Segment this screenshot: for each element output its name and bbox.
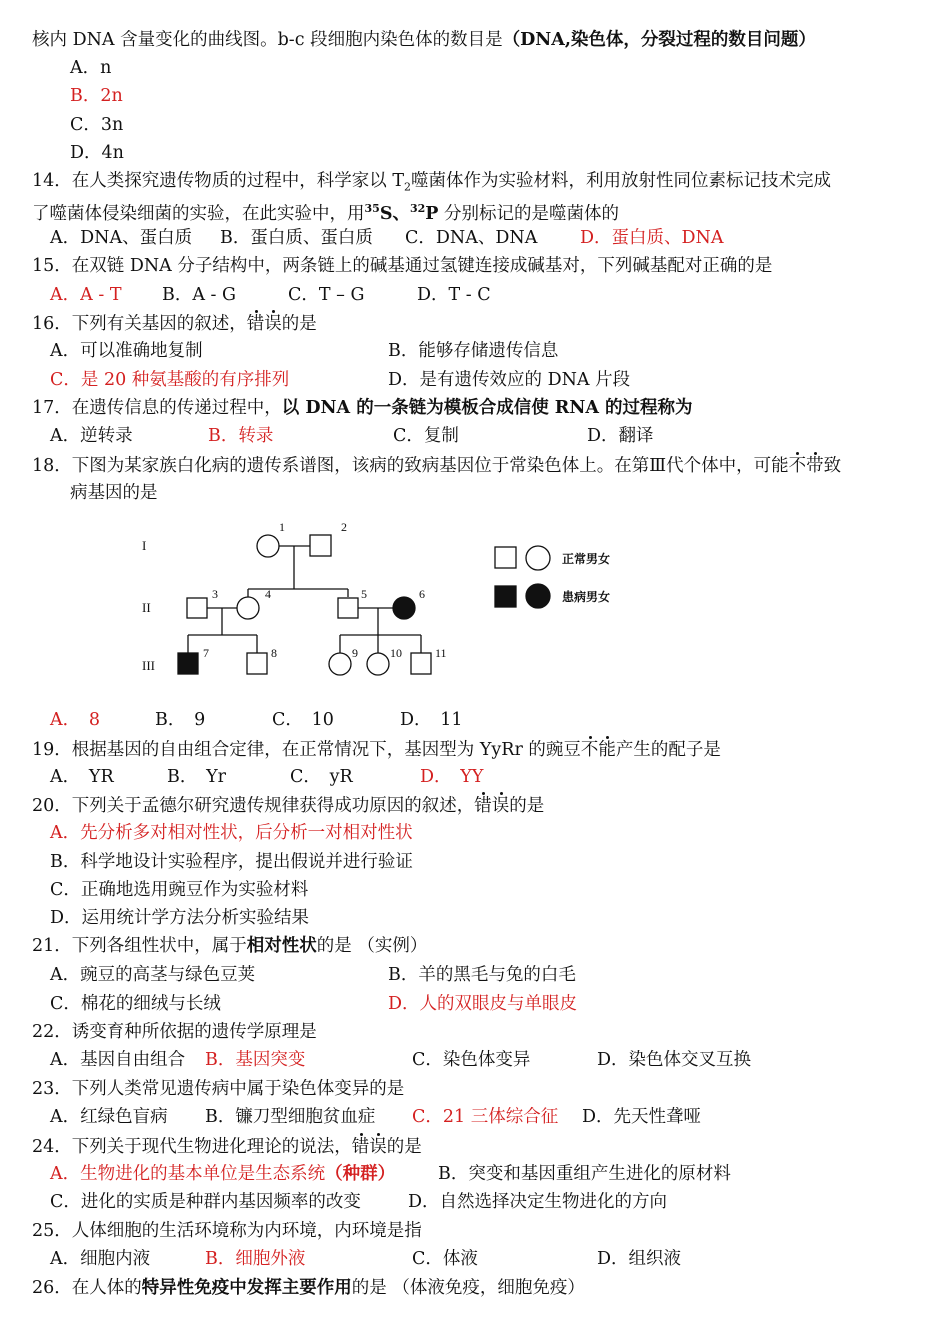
pedigree-chart (128, 512, 458, 684)
q17-option-b: B．转录 (208, 426, 274, 446)
individual-number: 8 (271, 646, 277, 660)
q23-option-c: C．21 三体综合征 (412, 1107, 559, 1127)
generation-label: I (142, 538, 147, 553)
q20-stem: 20．下列关于孟德尔研究遗传规律获得成功原因的叙述，错误的是 (32, 796, 545, 816)
individual-5 (338, 598, 358, 618)
q23-option-d: D．先天性聋哑 (582, 1107, 702, 1127)
q21-option-d: D．人的双眼皮与单眼皮 (388, 994, 578, 1014)
q14-option-b: B．蛋白质、蛋白质 (220, 228, 373, 248)
q16-option-d: D．是有遗传效应的 DNA 片段 (388, 370, 631, 390)
affected-female-symbol (526, 584, 550, 608)
individual-number: 1 (279, 520, 285, 534)
generation-label: II (142, 600, 151, 615)
q25-option-d: D．组织液 (597, 1249, 682, 1269)
q20-option-a: A．先分析多对相对性状，后分析一对相对性状 (50, 823, 413, 843)
q19-option-c: C． yR (290, 767, 353, 787)
q19-stem: 19．根据基因的自由组合定律，在正常情况下，基因型为 YyRr 的豌豆不能产生的配子是 (32, 740, 721, 760)
q21-option-c: C．棉花的细绒与长绒 (50, 994, 221, 1014)
q14-option-d: D．蛋白质、DNA (580, 228, 724, 248)
individual-1 (257, 535, 279, 557)
q24-option-a: A．生物进化的基本单位是生态系统（种群） (50, 1164, 396, 1184)
q19-option-a: A． YR (50, 767, 114, 787)
q17-option-c: C．复制 (393, 426, 459, 446)
intro-note: （DNA,染色体，分裂过程的数目问题） (502, 30, 816, 50)
pedigree-legend (490, 540, 640, 618)
affected-male-symbol (495, 586, 516, 607)
q18-option-c: C． 10 (272, 710, 334, 730)
q18-stem: 18．下图为某家族白化病的遗传系谱图，该病的致病基因位于常染色体上。在第Ⅲ代个体中，可能不带致 (32, 456, 842, 476)
legend-affected-label: 患病男女 (562, 590, 611, 604)
individual-number: 7 (203, 646, 209, 660)
individual-11 (411, 653, 431, 674)
individual-number: 11 (435, 646, 447, 660)
individual-number: 5 (361, 587, 367, 601)
individual-number: 10 (390, 646, 402, 660)
legend-normal-label: 正常男女 (562, 552, 611, 566)
q20-option-d: D．运用统计学方法分析实验结果 (50, 908, 310, 928)
q22-option-c: C．染色体变异 (412, 1050, 531, 1070)
q17-stem: 17．在遗传信息的传递过程中，以 DNA 的一条链为模板合成信使 RNA 的过程称为 (32, 398, 693, 418)
individual-number: 3 (212, 587, 218, 601)
q23-option-a: A．红绿色盲病 (50, 1107, 168, 1127)
q15-stem: 15．在双链 DNA 分子结构中，两条链上的碱基通过氢键连接成碱基对，下列碱基配对正确的是 (32, 256, 773, 276)
q24-option-d: D．自然选择决定生物进化的方向 (408, 1192, 668, 1212)
q16-option-a: A．可以准确地复制 (50, 341, 203, 361)
q26-stem: 26．在人体的特异性免疫中发挥主要作用的是 （体液免疫，细胞免疫） (32, 1278, 585, 1298)
individual-number: 2 (341, 520, 347, 534)
individual-9 (329, 653, 351, 675)
q16-option-c: C．是 20 种氨基酸的有序排列 (50, 370, 290, 390)
q16-stem: 16．下列有关基因的叙述，错误的是 (32, 314, 317, 334)
q24-option-b: B．突变和基因重组产生进化的原材料 (438, 1164, 731, 1184)
q23-stem: 23．下列人类常见遗传病中属于染色体变异的是 (32, 1079, 405, 1099)
q17-option-a: A．逆转录 (50, 426, 133, 446)
q22-option-a: A．基因自由组合 (50, 1050, 186, 1070)
individual-number: 4 (265, 587, 271, 601)
intro-question: 核内 DNA 含量变化的曲线图。b-c 段细胞内染色体的数目是（DNA,染色体，分裂过程的数目问题） (32, 30, 816, 50)
q23-option-b: B．镰刀型细胞贫血症 (205, 1107, 376, 1127)
individual-4 (237, 597, 259, 619)
q21-stem: 21．下列各组性状中，属于相对性状的是 （实例） (32, 936, 428, 956)
intro-option-a: A．n (70, 58, 112, 78)
q19-option-d: D． YY (420, 767, 484, 787)
individual-8 (247, 653, 267, 674)
individual-10 (367, 653, 389, 675)
q16-option-b: B．能够存储遗传信息 (388, 341, 559, 361)
q25-option-a: A．细胞内液 (50, 1249, 151, 1269)
generation-label: III (142, 658, 155, 673)
q19-option-b: B． Yr (167, 767, 227, 787)
q20-option-b: B．科学地设计实验程序，提出假说并进行验证 (50, 852, 413, 872)
q14-stem-line2: 了噬菌体侵染细菌的实验，在此实验中，用$^{35}$S、$^{32}$P 分别标记的是噬菌体的 (32, 202, 620, 224)
q14-stem: 14．在人类探究遗传物质的过程中，科学家以 $T_2$噬菌体作为实验材料，利用放射性同位素标记技术完成 (32, 171, 832, 194)
intro-option-d: D．4n (70, 143, 124, 163)
individual-2 (310, 535, 331, 556)
individual-3 (187, 598, 207, 618)
q18-option-d: D． 11 (400, 710, 463, 730)
q17-option-d: D．翻译 (587, 426, 654, 446)
q21-option-a: A．豌豆的高茎与绿色豆荚 (50, 965, 256, 985)
q18-stem-line2: 病基因的是 (70, 483, 158, 503)
q25-option-c: C．体液 (412, 1249, 478, 1269)
q15-option-a: A．A - T (50, 285, 122, 305)
individual-6 (393, 597, 415, 619)
q22-option-d: D．染色体交叉互换 (597, 1050, 752, 1070)
q25-option-b: B．细胞外液 (205, 1249, 306, 1269)
q22-option-b: B．基因突变 (205, 1050, 306, 1070)
q15-option-c: C．T – G (288, 285, 365, 305)
q15-option-b: B．A - G (162, 285, 237, 305)
individual-7 (178, 653, 198, 674)
normal-male-symbol (495, 547, 516, 568)
normal-female-symbol (526, 546, 550, 570)
q14-option-c: C．DNA、DNA (405, 228, 538, 248)
individual-number: 9 (352, 646, 358, 660)
q22-stem: 22．诱变育种所依据的遗传学原理是 (32, 1022, 317, 1042)
q21-option-b: B．羊的黑毛与兔的白毛 (388, 965, 576, 985)
q24-option-c: C．进化的实质是种群内基因频率的改变 (50, 1192, 361, 1212)
q20-option-c: C．正确地选用豌豆作为实验材料 (50, 880, 309, 900)
individual-number: 6 (419, 587, 425, 601)
q18-option-a: A． 8 (50, 710, 101, 730)
q18-option-b: B． 9 (155, 710, 206, 730)
q15-option-d: D．T - C (417, 285, 491, 305)
intro-option-c: C．3n (70, 115, 124, 135)
q24-stem: 24．下列关于现代生物进化理论的说法，错误的是 (32, 1137, 422, 1157)
intro-option-b: B．2n (70, 86, 123, 106)
q14-option-a: A．DNA、蛋白质 (50, 228, 193, 248)
q25-stem: 25．人体细胞的生活环境称为内环境，内环境是指 (32, 1221, 422, 1241)
